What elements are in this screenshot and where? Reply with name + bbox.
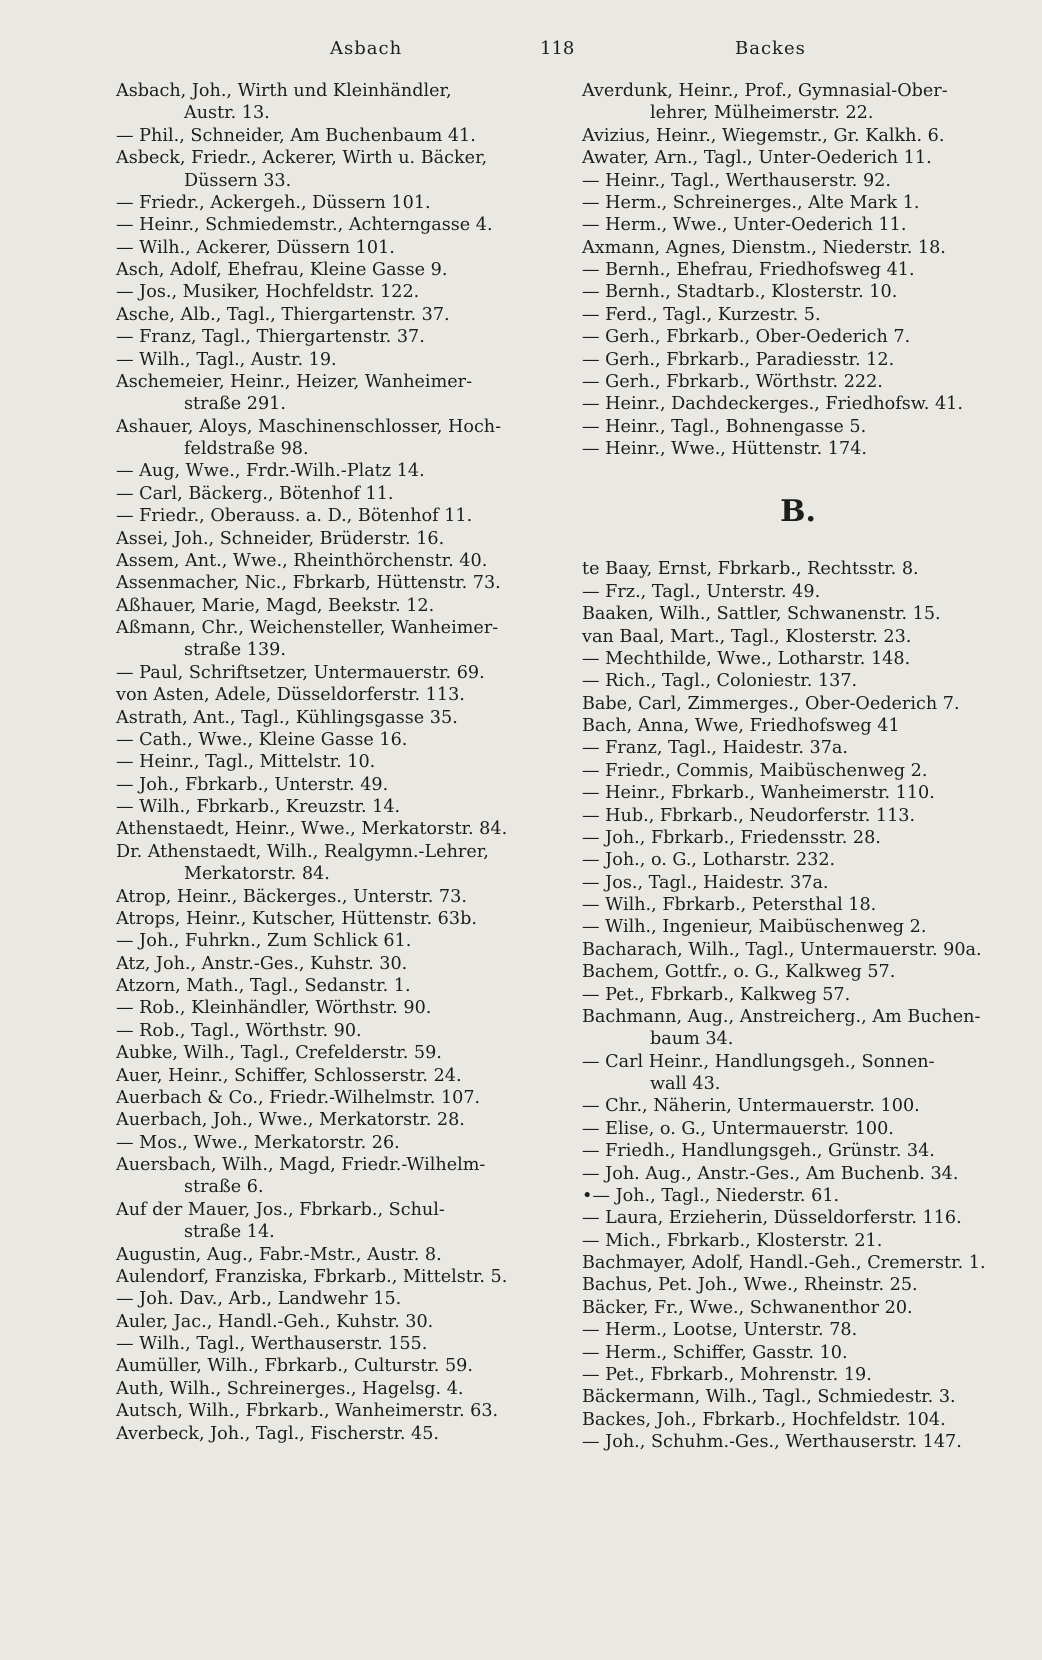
- directory-entry: — Heinr., Tagl., Werthauserstr. 92.: [582, 170, 891, 191]
- directory-entry: von Asten, Adele, Düsseldorferstr. 113.: [116, 685, 465, 706]
- directory-entry: — Gerh., Fbrkarb., Paradiesstr. 12.: [582, 349, 895, 370]
- directory-entry: Augustin, Aug., Fabr.-Mstr., Austr. 8.: [116, 1244, 442, 1265]
- directory-entry: — Jos., Tagl., Haidestr. 37a.: [582, 872, 829, 893]
- directory-entry: Bach, Anna, Wwe, Friedhofsweg 41: [582, 716, 900, 736]
- header-right-catchword: Backes: [735, 38, 806, 59]
- directory-entry: Asbach, Joh., Wirth und Kleinhändler,: [116, 81, 452, 101]
- section-letter: B.: [780, 494, 816, 530]
- directory-entry: — Friedr., Ackergeh., Düssern 101.: [116, 192, 431, 213]
- directory-entry-continuation: lehrer, Mülheimerstr. 22.: [650, 103, 874, 124]
- directory-entry: Asch, Adolf, Ehefrau, Kleine Gasse 9.: [116, 260, 448, 280]
- page-number: 118: [540, 38, 575, 59]
- directory-entry: — Jos., Musiker, Hochfeldstr. 122.: [116, 282, 420, 303]
- directory-entry: Atz, Joh., Anstr.-Ges., Kuhstr. 30.: [116, 953, 408, 974]
- directory-entry-continuation: Merkatorstr. 84.: [184, 864, 330, 885]
- directory-entry: — Heinr., Dachdeckerges., Friedhofsw. 41.: [582, 394, 963, 415]
- directory-entry: — Joh., Fbrkarb., Unterstr. 49.: [116, 774, 389, 795]
- directory-entry: — Joh. Dav., Arb., Landwehr 15.: [116, 1289, 402, 1310]
- directory-entry: Bachmann, Aug., Anstreicherg., Am Buchen-: [582, 1006, 981, 1027]
- directory-entry: — Wilh., Fbrkarb., Kreuzstr. 14.: [116, 797, 401, 817]
- directory-entry-continuation: feldstraße 98.: [184, 439, 309, 459]
- directory-entry: Auler, Jac., Handl.-Geh., Kuhstr. 30.: [116, 1311, 434, 1332]
- directory-entry: — Mechthilde, Wwe., Lotharstr. 148.: [582, 648, 911, 669]
- directory-entry: Asbeck, Friedr., Ackerer, Wirth u. Bäcker,: [116, 148, 488, 169]
- directory-entry: Athenstaedt, Heinr., Wwe., Merkatorstr. 84.: [116, 819, 508, 840]
- directory-entry: — Wilh., Ingenieur, Maibüschenweg 2.: [582, 917, 927, 938]
- directory-entry: Assenmacher, Nic., Fbrkarb, Hüttenstr. 73.: [116, 573, 501, 594]
- directory-entry: Assem, Ant., Wwe., Rheinthörchenstr. 40.: [116, 550, 488, 571]
- directory-entry: — Joh., Fuhrkn., Zum Schlick 61.: [116, 931, 412, 952]
- directory-entry: Bachem, Gottfr., o. G., Kalkweg 57.: [582, 962, 896, 983]
- directory-entry: — Friedh., Handlungsgeh., Grünstr. 34.: [582, 1141, 935, 1162]
- directory-entry-continuation: Austr. 13.: [184, 103, 270, 124]
- directory-entry: Auersbach, Wilh., Magd, Friedr.-Wilhelm-: [116, 1155, 486, 1175]
- directory-entry: Bachus, Pet. Joh., Wwe., Rheinstr. 25.: [582, 1275, 918, 1296]
- directory-entry: van Baal, Mart., Tagl., Klosterstr. 23.: [582, 626, 912, 647]
- directory-entry: — Pet., Fbrkarb., Kalkweg 57.: [582, 984, 851, 1005]
- directory-entry: — Elise, o. G., Untermauerstr. 100.: [582, 1118, 894, 1139]
- directory-entry: Aubke, Wilh., Tagl., Crefelderstr. 59.: [116, 1043, 442, 1064]
- directory-entry: — Ferd., Tagl., Kurzestr. 5.: [582, 304, 821, 325]
- left-column: [116, 80, 546, 1445]
- directory-entry: Autsch, Wilh., Fbrkarb., Wanheimerstr. 63.: [116, 1401, 499, 1422]
- directory-entry: — Rich., Tagl., Coloniestr. 137.: [582, 671, 858, 692]
- directory-entry: — Wilh., Fbrkarb., Petersthal 18.: [582, 895, 877, 915]
- directory-entry: Auerbach, Joh., Wwe., Merkatorstr. 28.: [116, 1110, 465, 1131]
- header-left-catchword: Asbach: [330, 38, 403, 59]
- directory-entry: — Phil., Schneider, Am Buchenbaum 41.: [116, 125, 476, 146]
- directory-entry: — Wilh., Ackerer, Düssern 101.: [116, 237, 395, 258]
- directory-entry: Axmann, Agnes, Dienstm., Niederstr. 18.: [582, 237, 946, 258]
- right-column-bottom: [582, 558, 1014, 1453]
- directory-entry: — Mos., Wwe., Merkatorstr. 26.: [116, 1132, 400, 1153]
- directory-entry: — Franz, Tagl., Haidestr. 37a.: [582, 738, 848, 759]
- directory-entry: Bäcker, Fr., Wwe., Schwanenthor 20.: [582, 1297, 913, 1318]
- directory-entry: — Joh., Fbrkarb., Friedensstr. 28.: [582, 827, 881, 848]
- directory-entry-continuation: baum 34.: [650, 1029, 734, 1050]
- right-column-top: [582, 80, 1014, 460]
- directory-entry: — Friedr., Oberauss. a. D., Bötenhof 11.: [116, 506, 473, 527]
- directory-entry: Atrop, Heinr., Bäckerges., Unterstr. 73.: [116, 886, 467, 907]
- directory-entry: — Pet., Fbrkarb., Mohrenstr. 19.: [582, 1364, 872, 1385]
- directory-entry: Ashauer, Aloys, Maschinenschlosser, Hoch-: [116, 416, 502, 437]
- directory-entry: — Herm., Schreinerges., Alte Mark 1.: [582, 192, 920, 213]
- directory-entry: Auerbach & Co., Friedr.-Wilhelmstr. 107.: [116, 1087, 481, 1108]
- directory-entry: — Hub., Fbrkarb., Neudorferstr. 113.: [582, 805, 916, 826]
- directory-entry: Aschemeier, Heinr., Heizer, Wanheimer-: [116, 371, 473, 392]
- directory-entry: Aumüller, Wilh., Fbrkarb., Culturstr. 59.: [116, 1356, 473, 1377]
- directory-entry: Aßhauer, Marie, Magd, Beekstr. 12.: [116, 595, 435, 616]
- directory-entry: Dr. Athenstaedt, Wilh., Realgymn.-Lehrer,: [116, 841, 489, 862]
- directory-entry: — Joh., Schuhm.-Ges., Werthauserstr. 147.: [582, 1432, 962, 1452]
- directory-entry-continuation: Düssern 33.: [184, 170, 292, 191]
- directory-entry: Auth, Wilh., Schreinerges., Hagelsg. 4.: [116, 1378, 464, 1399]
- directory-entry: Avizius, Heinr., Wiegemstr., Gr. Kalkh. 6.: [582, 125, 945, 146]
- directory-entry: — Heinr., Tagl., Mittelstr. 10.: [116, 752, 376, 773]
- directory-entry: — Bernh., Ehefrau, Friedhofsweg 41.: [582, 260, 915, 280]
- directory-entry: Auer, Heinr., Schiffer, Schlosserstr. 24.: [116, 1065, 462, 1086]
- right-column: [582, 80, 1014, 1453]
- directory-entry: — Gerh., Fbrkarb., Ober-Oederich 7.: [582, 327, 911, 348]
- directory-entry: — Wilh., Tagl., Werthauserstr. 155.: [116, 1334, 428, 1354]
- directory-entry: — Heinr., Wwe., Hüttenstr. 174.: [582, 439, 867, 459]
- directory-entry: — Heinr., Fbrkarb., Wanheimerstr. 110.: [582, 783, 935, 804]
- directory-entry: — Paul, Schriftsetzer, Untermauerstr. 69.: [116, 662, 485, 683]
- directory-entry: — Carl Heinr., Handlungsgeh., Sonnen-: [582, 1051, 935, 1072]
- directory-entry-continuation: straße 6.: [184, 1177, 264, 1198]
- directory-entry-continuation: straße 14.: [184, 1222, 275, 1243]
- directory-entry: Auf der Mauer, Jos., Fbrkarb., Schul-: [116, 1199, 445, 1220]
- directory-entry: — Herm., Lootse, Unterstr. 78.: [582, 1320, 858, 1341]
- directory-entry: — Herm., Wwe., Unter-Oederich 11.: [582, 215, 907, 236]
- directory-entry: — Carl, Bäckerg., Bötenhof 11.: [116, 483, 394, 504]
- directory-entry: Atrops, Heinr., Kutscher, Hüttenstr. 63b.: [116, 908, 477, 929]
- directory-entry: — Gerh., Fbrkarb., Wörthstr. 222.: [582, 371, 883, 392]
- directory-entry-continuation: wall 43.: [650, 1074, 721, 1094]
- directory-entry: Assei, Joh., Schneider, Brüderstr. 16.: [116, 528, 445, 549]
- directory-entry: — Wilh., Tagl., Austr. 19.: [116, 349, 337, 370]
- directory-entry: Averbeck, Joh., Tagl., Fischerstr. 45.: [116, 1423, 440, 1444]
- directory-entry-continuation: straße 139.: [184, 640, 286, 661]
- directory-entry: — Laura, Erzieherin, Düsseldorferstr. 116.: [582, 1208, 962, 1229]
- directory-entry: — Joh., o. G., Lotharstr. 232.: [582, 850, 836, 871]
- directory-entry: — Chr., Näherin, Untermauerstr. 100.: [582, 1096, 920, 1117]
- directory-entry: — Friedr., Commis, Maibüschenweg 2.: [582, 760, 928, 781]
- directory-entry: — Aug, Wwe., Frdr.-Wilh.-Platz 14.: [116, 461, 425, 482]
- directory-entry: Backes, Joh., Fbrkarb., Hochfeldstr. 104.: [582, 1409, 946, 1430]
- directory-entry: Astrath, Ant., Tagl., Kühlingsgasse 35.: [116, 707, 458, 728]
- directory-entry: Aulendorf, Franziska, Fbrkarb., Mittelstr. 5.: [116, 1266, 508, 1287]
- directory-entry: — Joh. Aug., Anstr.-Ges., Am Buchenb. 34.: [582, 1163, 959, 1184]
- directory-entry: Bacharach, Wilh., Tagl., Untermauerstr. 90a.: [582, 939, 982, 960]
- directory-entry: te Baay, Ernst, Fbrkarb., Rechtsstr. 8.: [582, 559, 919, 580]
- directory-entry: — Heinr., Schmiedemstr., Achterngasse 4.: [116, 215, 493, 236]
- directory-entry: Asche, Alb., Tagl., Thiergartenstr. 37.: [116, 304, 450, 325]
- directory-entry: •— Joh., Tagl., Niederstr. 61.: [582, 1185, 840, 1206]
- page-header: [110, 38, 1010, 68]
- directory-entry: — Bernh., Stadtarb., Klosterstr. 10.: [582, 282, 898, 303]
- directory-entry: — Rob., Tagl., Wörthstr. 90.: [116, 1020, 362, 1041]
- directory-entry: Awater, Arn., Tagl., Unter-Oederich 11.: [582, 148, 932, 169]
- directory-entry: Averdunk, Heinr., Prof., Gymnasial-Ober-: [582, 81, 948, 101]
- directory-entry: — Frz., Tagl., Unterstr. 49.: [582, 581, 821, 602]
- directory-entry: Baaken, Wilh., Sattler, Schwanenstr. 15.: [582, 604, 941, 625]
- directory-entry: — Heinr., Tagl., Bohnengasse 5.: [582, 416, 867, 437]
- directory-entry: — Cath., Wwe., Kleine Gasse 16.: [116, 729, 408, 750]
- directory-entry: — Rob., Kleinhändler, Wörthstr. 90.: [116, 998, 432, 1019]
- directory-entry: Babe, Carl, Zimmerges., Ober-Oederich 7.: [582, 693, 960, 714]
- directory-entry: Atzorn, Math., Tagl., Sedanstr. 1.: [116, 976, 411, 996]
- directory-entry-continuation: straße 291.: [184, 394, 286, 415]
- directory-entry: Aßmann, Chr., Weichensteller, Wanheimer-: [116, 618, 499, 638]
- directory-entry: Bachmayer, Adolf, Handl.-Geh., Cremerstr. 1.: [582, 1253, 986, 1273]
- directory-entry: Bäckermann, Wilh., Tagl., Schmiedestr. 3.: [582, 1387, 956, 1408]
- directory-entry: — Franz, Tagl., Thiergartenstr. 37.: [116, 327, 425, 348]
- directory-entry: — Mich., Fbrkarb., Klosterstr. 21.: [582, 1230, 883, 1251]
- directory-entry: — Herm., Schiffer, Gasstr. 10.: [582, 1342, 848, 1363]
